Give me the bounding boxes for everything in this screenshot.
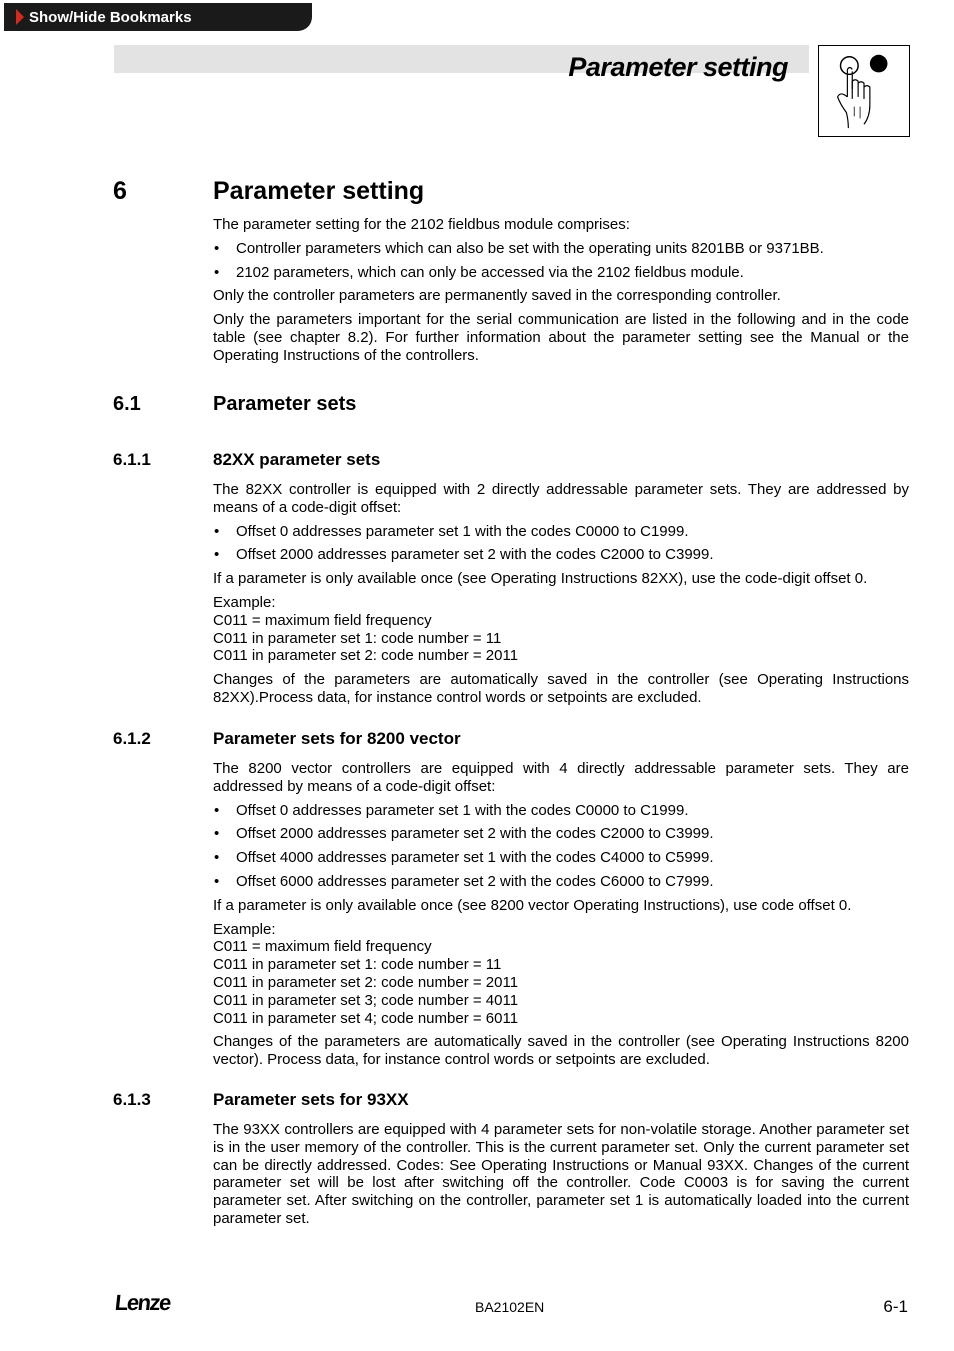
document-id: BA2102EN (475, 1299, 545, 1315)
chapter-body (213, 216, 909, 371)
example-line: C011 in parameter set 1: code number = 11 (213, 629, 502, 647)
bullet-list (213, 240, 909, 282)
page-number: 6-1 (883, 1297, 908, 1316)
subsection-title: 82XX parameter sets (213, 450, 381, 469)
show-hide-bookmarks-button[interactable] (4, 3, 312, 31)
list-item: • Controller parameters which can also be set with the operating units 8201BB or 9371BB. (213, 240, 909, 258)
bookmarks-label: Show/Hide Bookmarks (29, 8, 192, 26)
example-line: Example: (213, 593, 276, 611)
paragraph: Only the controller parameters are permanently saved in the corresponding controller. (213, 287, 781, 305)
bullet-list (213, 802, 909, 891)
paragraph: Only the parameters important for the serial communication are listed in the following and in the code table (see chapter 8.2). For further information about the parameter setting see the Manual or the Operating Instructions of the controllers. (213, 311, 909, 364)
subsection-title: Parameter sets for 8200 vector (213, 729, 461, 748)
list-item: • 2102 parameters, which can only be accessed via the 2102 fieldbus module. (213, 264, 909, 282)
lenze-logo: Lenze (113, 1290, 172, 1315)
example-line: Example: (213, 920, 276, 938)
example-line: C011 in parameter set 4; code number = 6011 (213, 1009, 519, 1027)
subsection-number: 6.1.1 (113, 450, 151, 469)
paragraph: Changes of the parameters are automatically saved in the controller (see Operating Instructions 8200 vector). Process data, for instance control words or setpoints are excluded. (213, 1033, 909, 1069)
paragraph: The 93XX controllers are equipped with 4 parameter sets for non-volatile storage. Another parameter set is in the user memory of the controller. This is the current parameter set. Only the current parameter set can be directly addressed. Codes: See Operating Instructions or Manual 93XX. Changes of the current parameter set will be lost after switching off the controller. Code C0003 is for saving the current parameter set. After switching on the controller, parameter set 1 is automatically loaded into the current parameter set. (213, 1121, 909, 1227)
subsection-body (213, 760, 909, 1075)
example-block (213, 594, 909, 665)
header-title: Parameter setting (568, 52, 788, 82)
section-title: Parameter sets (213, 393, 357, 415)
subsection-body (213, 1121, 909, 1234)
hand-pressing-button-icon (818, 45, 910, 137)
paragraph: The 8200 vector controllers are equipped with 4 directly addressable parameter sets. They are addressed by means of a code-digit offset: (213, 760, 909, 795)
subsection-title: Parameter sets for 93XX (213, 1090, 409, 1109)
bullet-list (213, 523, 909, 565)
example-line: C011 in parameter set 3; code number = 4011 (213, 991, 519, 1009)
list-item: • Offset 4000 addresses parameter set 1 with the codes C4000 to C5999. (213, 849, 909, 867)
example-line: C011 in parameter set 2: code number = 2011 (213, 973, 519, 991)
list-item: • Offset 2000 addresses parameter set 2 with the codes C2000 to C3999. (213, 825, 909, 843)
list-item: • Offset 6000 addresses parameter set 2 with the codes C6000 to C7999. (213, 873, 909, 891)
paragraph: The parameter setting for the 2102 fieldbus module comprises: (213, 216, 630, 233)
paragraph: If a parameter is only available once (see Operating Instructions 82XX), use the code-digit offset 0. (213, 570, 868, 588)
subsection-body (213, 481, 909, 713)
example-block (213, 921, 909, 1028)
list-item: • Offset 0 addresses parameter set 1 with the codes C0000 to C1999. (213, 802, 909, 820)
list-item: • Offset 0 addresses parameter set 1 with the codes C0000 to C1999. (213, 523, 909, 541)
paragraph: The 82XX controller is equipped with 2 directly addressable parameter sets. They are addressed by means of a code-digit offset: (213, 481, 909, 516)
example-line: C011 in parameter set 2: code number = 2011 (213, 647, 519, 665)
paragraph: If a parameter is only available once (see 8200 vector Operating Instructions), use code offset 0. (213, 896, 852, 914)
triangle-right-icon (16, 9, 24, 25)
chapter-title: Parameter setting (213, 177, 425, 205)
subsection-number: 6.1.2 (113, 729, 151, 748)
example-line: C011 = maximum field frequency (213, 938, 432, 956)
chapter-number: 6 (113, 177, 127, 205)
example-line: C011 = maximum field frequency (213, 611, 432, 629)
paragraph: Changes of the parameters are automatically saved in the controller (see Operating Instructions 82XX).Process data, for instance control words or setpoints are excluded. (213, 671, 909, 706)
section-number: 6.1 (113, 393, 141, 415)
subsection-number: 6.1.3 (113, 1090, 151, 1109)
example-line: C011 in parameter set 1: code number = 11 (213, 956, 502, 974)
list-item: • Offset 2000 addresses parameter set 2 with the codes C2000 to C3999. (213, 546, 909, 564)
